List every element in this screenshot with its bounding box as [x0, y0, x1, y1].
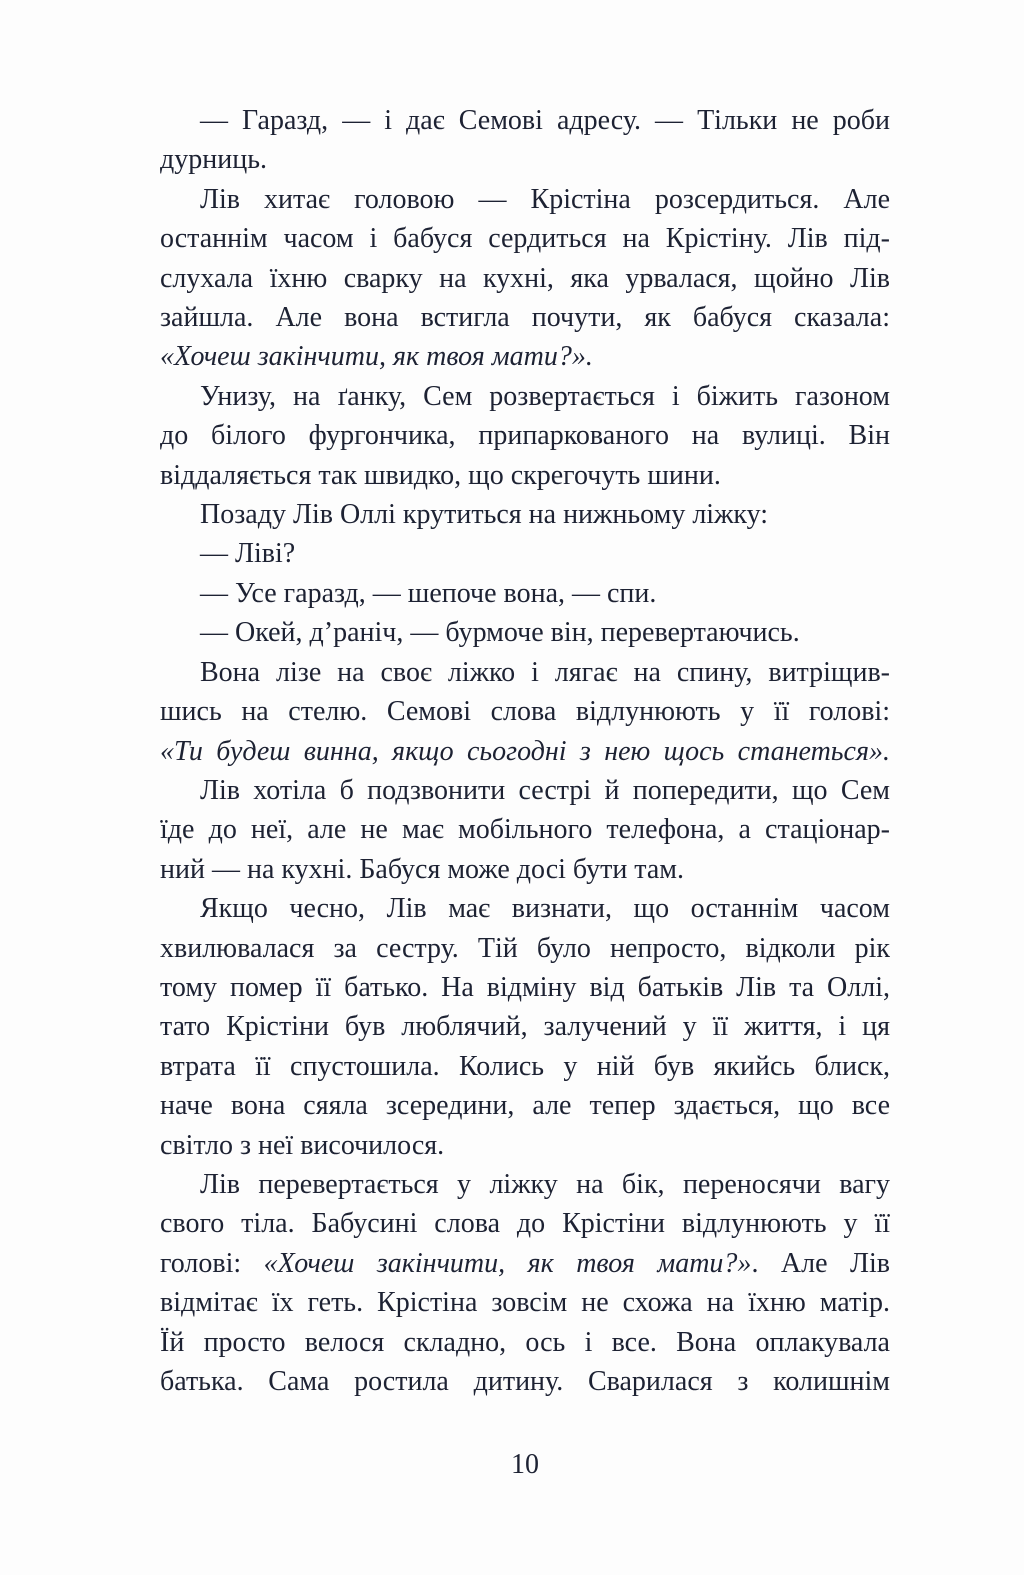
text-segment: відмітає їх геть. Крістіна зовсім не схожа на їхню матір.	[160, 1287, 890, 1319]
text-line	[160, 1283, 890, 1322]
text-line	[160, 1126, 890, 1165]
text-line	[160, 1086, 890, 1125]
text-segment: Їй просто велося складно, ось і все. Вона оплакувала	[160, 1326, 890, 1358]
text-segment: хвилювалася за сестру. Тій було непросто, відколи рік	[160, 932, 890, 964]
text-line	[160, 456, 890, 495]
text-line	[160, 1165, 890, 1204]
text-line	[160, 1362, 890, 1401]
text-segment: — Окей, д’раніч, — бурмоче він, перевертаючись.	[200, 617, 800, 649]
text-line	[160, 771, 890, 810]
text-line	[160, 416, 890, 455]
text-segment: ний — на кухні. Бабуся може досі бути там.	[160, 853, 685, 885]
text-segment: свого тіла. Бабусині слова до Крістіни відлунюють у її	[160, 1208, 890, 1240]
page-text	[160, 101, 890, 1401]
text-segment: голові:	[160, 1247, 264, 1279]
text-line	[160, 1244, 890, 1283]
italic-quote-segment: «Ти будеш винна, якщо сьогодні з нею щось станеться».	[160, 735, 890, 767]
text-line	[160, 298, 890, 337]
text-segment: Позаду Лів Оллі крутиться на нижньому ліжку:	[200, 499, 769, 531]
text-line	[160, 692, 890, 731]
italic-quote-segment: «Хочеш закінчити, як твоя мати?»	[263, 1247, 752, 1279]
text-segment: — Усе гаразд, — шепоче вона, — спи.	[200, 577, 657, 609]
text-segment: — Гаразд, — і дає Семові адресу. — Тільки не роби	[200, 105, 890, 136]
text-segment: тато Крістіни був люблячий, залучений у її життя, і ця	[160, 1011, 890, 1043]
text-line	[160, 653, 890, 692]
text-line	[160, 574, 890, 613]
text-segment: слухала їхню сварку на кухні, яка урвалася, щойно Лів	[160, 262, 890, 294]
text-segment: Лів хитає головою — Крістіна розсердиться. Але	[200, 183, 890, 215]
text-segment: Лів хотіла б подзвонити сестрі й попередити, що Сем	[200, 774, 890, 806]
text-line	[160, 732, 890, 771]
text-segment: . Але Лів	[751, 1247, 890, 1279]
text-line	[160, 889, 890, 928]
text-line	[160, 850, 890, 889]
text-line	[160, 180, 890, 219]
text-line	[160, 1323, 890, 1362]
text-segment: — Ліві?	[200, 538, 296, 570]
text-line	[160, 337, 890, 376]
text-segment: світло з неї височилося.	[160, 1129, 445, 1161]
text-line	[160, 1007, 890, 1046]
text-segment: тому помер її батько. На відміну від батьків Лів та Оллі,	[160, 971, 890, 1003]
text-line	[160, 140, 890, 179]
text-segment: до білого фургончика, припаркованого на вулиці. Він	[160, 420, 890, 452]
text-line	[160, 810, 890, 849]
text-segment: останнім часом і бабуся сердиться на Крістіну. Лів під-	[160, 223, 890, 255]
text-line	[160, 1204, 890, 1243]
text-line	[160, 613, 890, 652]
text-segment: Лів перевертається у ліжку на бік, переносячи вагу	[200, 1168, 890, 1200]
text-segment: Вона лізе на своє ліжко і лягає на спину, витріщив-	[200, 656, 890, 688]
text-line	[160, 259, 890, 298]
text-line	[160, 1047, 890, 1086]
text-segment: Унизу, на ґанку, Сем розвертається і біжить газоном	[200, 380, 890, 412]
text-segment: їде до неї, але не має мобільного телефона, а стаціонар-	[160, 814, 890, 846]
text-line	[160, 377, 890, 416]
text-segment: Якщо чесно, Лів має визнати, що останнім часом	[200, 893, 890, 925]
text-segment: зайшла. Але вона встигла почути, як бабуся сказала:	[160, 302, 890, 334]
text-line	[160, 101, 890, 140]
italic-quote-segment: «Хочеш закінчити, як твоя мати?».	[160, 341, 593, 373]
text-line	[160, 219, 890, 258]
page-number: 10	[511, 1449, 539, 1481]
text-segment: батька. Сама ростила дитину. Сварилася з колишнім	[160, 1366, 890, 1397]
text-line	[160, 495, 890, 534]
text-segment: наче вона сяяла зсередини, але тепер здається, що все	[160, 1090, 890, 1122]
text-line	[160, 929, 890, 968]
text-line	[160, 534, 890, 573]
text-segment: шись на стелю. Семові слова відлунюють у її голові:	[160, 696, 890, 728]
text-line	[160, 968, 890, 1007]
text-segment: дурниць.	[160, 144, 267, 176]
text-segment: втрата її спустошила. Колись у ній був якийсь блиск,	[160, 1050, 890, 1082]
text-segment: віддаляється так швидко, що скрегочуть шини.	[160, 459, 721, 491]
